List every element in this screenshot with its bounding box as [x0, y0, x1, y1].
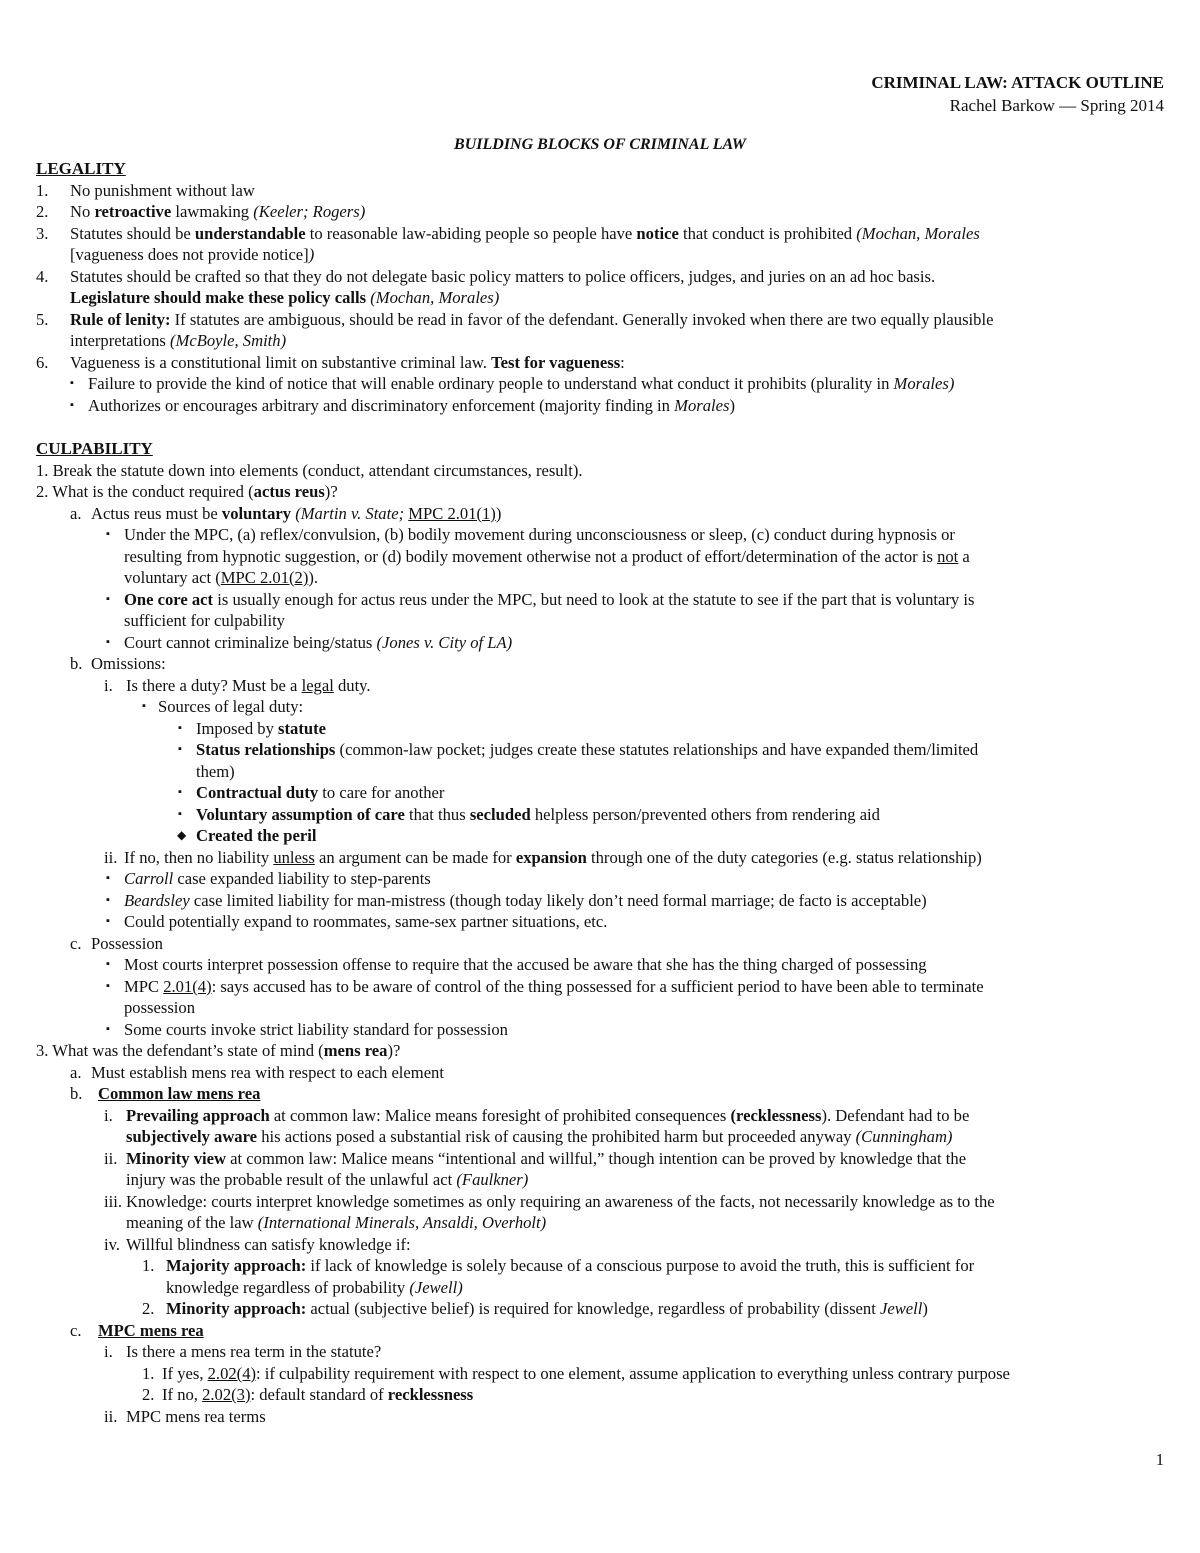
list-marker: i. — [104, 1106, 113, 1125]
square-bullet-icon: ▪ — [70, 399, 74, 411]
list-item-continuation: injury was the probable result of the unlawful act (Faulkner) — [126, 1170, 529, 1189]
list-item: No punishment without law — [70, 181, 255, 200]
square-bullet-icon: ▪ — [106, 958, 110, 970]
list-marker: 3. — [36, 224, 49, 243]
list-item: Statutes should be understandable to reasonable law-abiding people so people have notice that conduct is prohibited (Mochan, Morales — [70, 224, 980, 243]
list-item: Actus reus must be voluntary (Martin v. State; MPC 2.01(1)) — [91, 504, 502, 523]
list-item-continuation: knowledge regardless of probability (Jewell) — [166, 1278, 463, 1297]
list-marker: ii. — [104, 1149, 118, 1168]
list-marker: 1. — [142, 1364, 155, 1383]
list-item: Statutes should be crafted so that they do not delegate basic policy matters to police officers, judges, and juries on an ad hoc basis. — [70, 267, 936, 286]
list-item: MPC 2.01(4): says accused has to be aware of control of the thing possessed for a sufficient period to have been able to terminate — [124, 977, 984, 996]
list-item-continuation: meaning of the law (International Minerals, Ansaldi, Overholt) — [126, 1213, 547, 1232]
list-marker: 2. — [36, 202, 49, 221]
list-item-continuation: possession — [124, 998, 195, 1017]
list-marker: i. — [104, 676, 113, 695]
list-marker: 6. — [36, 353, 49, 372]
list-item: Could potentially expand to roommates, same-sex partner situations, etc. — [124, 912, 608, 931]
square-bullet-icon: ▪ — [106, 915, 110, 927]
square-bullet-icon: ▪ — [106, 636, 110, 648]
list-marker: i. — [104, 1342, 113, 1361]
diamond-bullet-icon: ◆ — [177, 828, 187, 842]
list-marker: 1. — [36, 181, 49, 200]
list-item: If no, 2.02(3): default standard of recklessness — [162, 1385, 474, 1404]
list-item: 1. Break the statute down into elements (conduct, attendant circumstances, result). — [36, 461, 583, 480]
list-item: Under the MPC, (a) reflex/convulsion, (b) bodily movement during unconsciousness or sleep, (c) conduct during hypnosis or — [124, 525, 955, 544]
square-bullet-icon: ▪ — [178, 743, 182, 755]
list-item: If no, then no liability unless an argument can be made for expansion through one of the duty categories (e.g. status relationship) — [124, 848, 982, 867]
section-heading-legality: LEGALITY — [36, 159, 126, 178]
list-item-continuation: Legislature should make these policy calls (Mochan, Morales) — [70, 288, 500, 307]
document-header-title: CRIMINAL LAW: ATTACK OUTLINE — [871, 73, 1164, 92]
list-marker: c. — [70, 934, 82, 953]
list-marker: b. — [70, 654, 83, 673]
list-marker: b. — [70, 1084, 83, 1103]
square-bullet-icon: ▪ — [70, 377, 74, 389]
list-marker: 1. — [142, 1256, 155, 1275]
list-item: 3. What was the defendant’s state of mind (mens rea)? — [36, 1041, 401, 1060]
list-marker: ii. — [104, 848, 118, 867]
list-marker: 2. — [142, 1299, 155, 1318]
list-item: If yes, 2.02(4): if culpability requirement with respect to one element, assume application to everything unless contrary purpose — [162, 1364, 1010, 1383]
square-bullet-icon: ▪ — [106, 872, 110, 884]
list-item-continuation: them) — [196, 762, 235, 781]
list-item: Is there a duty? Must be a legal duty. — [126, 676, 371, 695]
square-bullet-icon: ▪ — [106, 980, 110, 992]
list-marker: iv. — [104, 1235, 120, 1254]
list-marker: c. — [70, 1321, 82, 1340]
list-item: Is there a mens rea term in the statute? — [126, 1342, 382, 1361]
list-item: Court cannot criminalize being/status (Jones v. City of LA) — [124, 633, 513, 652]
list-item: Authorizes or encourages arbitrary and discriminatory enforcement (majority finding in Morales) — [88, 396, 735, 415]
subsection-heading: MPC mens rea — [98, 1321, 204, 1340]
list-marker: 4. — [36, 267, 49, 286]
document-header-author: Rachel Barkow — Spring 2014 — [949, 96, 1164, 115]
list-marker: iii. — [104, 1192, 122, 1211]
list-item: Vagueness is a constitutional limit on substantive criminal law. Test for vagueness: — [70, 353, 625, 372]
list-marker: a. — [70, 1063, 82, 1082]
square-bullet-icon: ▪ — [106, 528, 110, 540]
list-item: Most courts interpret possession offense to require that the accused be aware that she has the thing charged of possessing — [124, 955, 927, 974]
list-item: No retroactive lawmaking (Keeler; Rogers) — [70, 202, 366, 221]
list-item: Minority approach: actual (subjective belief) is required for knowledge, regardless of probability (dissent Jewell) — [166, 1299, 928, 1318]
list-marker: 5. — [36, 310, 49, 329]
list-item-continuation: sufficient for culpability — [124, 611, 285, 630]
list-item: Possession — [91, 934, 163, 953]
list-item-continuation: subjectively aware his actions posed a substantial risk of causing the prohibited harm but proceeded anyway (Cunningham) — [126, 1127, 953, 1146]
subsection-heading: Common law mens rea — [98, 1084, 261, 1103]
square-bullet-icon: ▪ — [142, 700, 146, 712]
list-item: Some courts invoke strict liability standard for possession — [124, 1020, 508, 1039]
square-bullet-icon: ▪ — [178, 808, 182, 820]
list-item: Knowledge: courts interpret knowledge sometimes as only requiring an awareness of the facts, not necessarily knowledge as to the — [126, 1192, 995, 1211]
list-item: Willful blindness can satisfy knowledge if: — [126, 1235, 411, 1254]
list-item: Omissions: — [91, 654, 166, 673]
list-item: Created the peril — [196, 826, 317, 845]
list-item: Carroll case expanded liability to step-parents — [124, 869, 431, 888]
list-item: One core act is usually enough for actus reus under the MPC, but need to look at the statute to see if the part that is voluntary is — [124, 590, 975, 609]
list-item: Imposed by statute — [196, 719, 326, 738]
list-item: 2. What is the conduct required (actus reus)? — [36, 482, 338, 501]
list-item: Status relationships (common-law pocket; judges create these statutes relationships and have expanded them/limited — [196, 740, 979, 759]
list-item: Sources of legal duty: — [158, 697, 304, 716]
list-item: Failure to provide the kind of notice that will enable ordinary people to understand what conduct it prohibits (plurality in Morales) — [88, 374, 955, 393]
list-item-continuation: interpretations (McBoyle, Smith) — [70, 331, 287, 350]
square-bullet-icon: ▪ — [106, 1023, 110, 1035]
list-item-continuation: voluntary act (MPC 2.01(2)). — [124, 568, 319, 587]
list-marker: a. — [70, 504, 82, 523]
list-item: Majority approach: if lack of knowledge is solely because of a conscious purpose to avoid the truth, this is sufficient for — [166, 1256, 975, 1275]
square-bullet-icon: ▪ — [106, 894, 110, 906]
list-marker: 2. — [142, 1385, 155, 1404]
list-item: Beardsley case limited liability for man-mistress (though today likely don’t need formal marriage; de facto is acceptable) — [124, 891, 927, 910]
square-bullet-icon: ▪ — [178, 722, 182, 734]
list-item: MPC mens rea terms — [126, 1407, 266, 1426]
document-title: BUILDING BLOCKS OF CRIMINAL LAW — [454, 136, 746, 153]
list-marker: ii. — [104, 1407, 118, 1426]
list-item-continuation: resulting from hypnotic suggestion, or (d) bodily movement otherwise not a product of effort/determination of the actor is not a — [124, 547, 970, 566]
list-item: Minority view at common law: Malice means “intentional and willful,” though intention can be proved by knowledge that the — [126, 1149, 967, 1168]
square-bullet-icon: ▪ — [178, 786, 182, 798]
square-bullet-icon: ▪ — [106, 593, 110, 605]
list-item: Rule of lenity: If statutes are ambiguous, should be read in favor of the defendant. Generally invoked when there are two equally plausible — [70, 310, 994, 329]
list-item: Contractual duty to care for another — [196, 783, 445, 802]
page-number: 1 — [1155, 1450, 1164, 1469]
list-item: Must establish mens rea with respect to each element — [91, 1063, 444, 1082]
section-heading-culpability: CULPABILITY — [36, 439, 153, 458]
list-item-continuation: [vagueness does not provide notice]) — [70, 245, 315, 264]
list-item: Prevailing approach at common law: Malice means foresight of prohibited consequences (recklessness). Defendant had to be — [126, 1106, 970, 1125]
list-item: Voluntary assumption of care that thus secluded helpless person/prevented others from rendering aid — [196, 805, 880, 824]
